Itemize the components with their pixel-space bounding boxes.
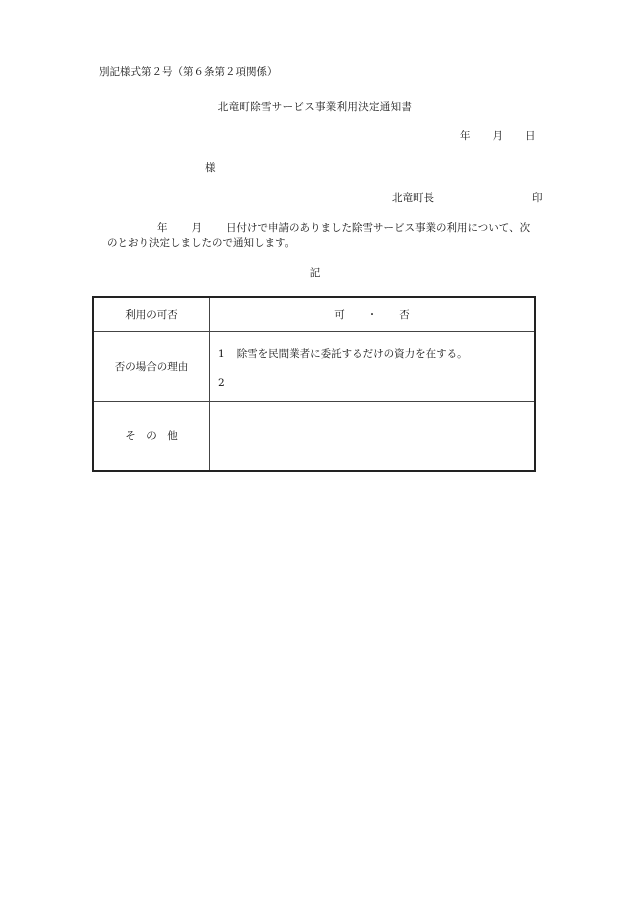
reason-item-1: [218, 346, 468, 361]
availability-dot: ・: [366, 308, 378, 321]
body-line-2: のとおり決定しましたので通知します。: [107, 237, 296, 249]
form-number: 別記様式第２号（第６条第２項関係）: [99, 66, 278, 78]
reason-item-2: [218, 377, 225, 389]
date-line: [460, 131, 536, 142]
addressee-suffix: 様: [205, 162, 216, 174]
table-row-other: [93, 401, 535, 471]
reason-value: [210, 331, 536, 401]
other-value: [210, 401, 536, 471]
body-line-1-text: 日付けで申請のありました除雪サービス事業の利用について、次: [226, 222, 531, 234]
reason-label: 否の場合の理由: [93, 331, 210, 401]
seal-mark: 印: [532, 192, 543, 204]
table-row-reason: [93, 331, 535, 401]
availability-label: 利用の可否: [93, 297, 210, 331]
decision-table: [92, 296, 536, 472]
reason-item-1-number: 1: [218, 347, 225, 360]
availability-no: 否: [399, 308, 410, 321]
date-day: 日: [525, 130, 536, 142]
date-year: 年: [460, 130, 471, 142]
body-year: 年: [157, 222, 168, 234]
reason-item-1-text: 除雪を民間業者に委託するだけの資力を在する。: [236, 347, 468, 360]
ki-marker: 記: [309, 267, 321, 279]
document-title: 北竜町除雪サービス事業利用決定通知書: [217, 101, 413, 113]
body-month: 月: [191, 222, 202, 234]
table-row-availability: [93, 297, 535, 331]
body-line-1: [99, 223, 530, 234]
reason-item-2-number: 2: [218, 376, 225, 389]
other-label: そ の 他: [93, 401, 210, 471]
date-month: 月: [492, 130, 503, 142]
sender-name: 北竜町長: [392, 192, 434, 204]
availability-yes: 可: [334, 308, 345, 321]
availability-value: [210, 297, 536, 331]
